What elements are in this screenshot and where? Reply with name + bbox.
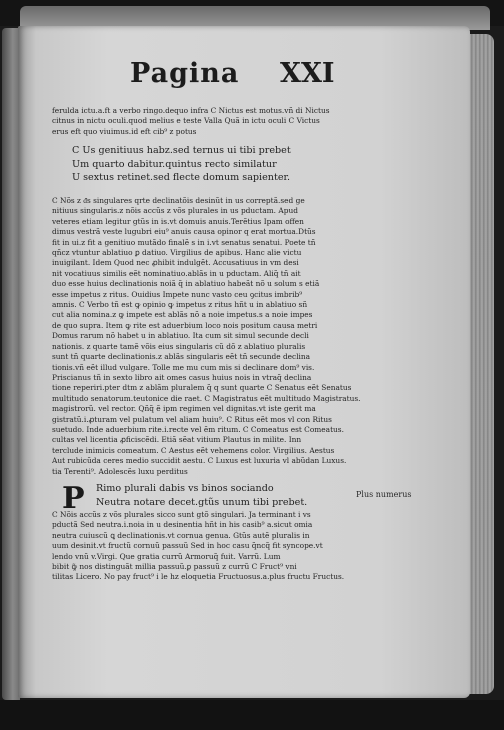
verse-line: Um quarto dabitur.quintus recto similatur bbox=[72, 158, 277, 170]
text-line: esse impetus z ritus. Ouidius Impete nunc vasto ceu ꝯcitus imbrib⁹ bbox=[52, 289, 303, 299]
decorated-initial: P bbox=[62, 481, 85, 516]
text-line: Domus rarum nõ habet u in ablatiuo. Ita cum sit simul secunde decli bbox=[52, 331, 309, 341]
page-stack-edge bbox=[468, 34, 494, 694]
text-line: magistrorũ. vel rector. Qñq̃ ẽ ipm regimen vel dignitas.vt iste gerit ma bbox=[52, 404, 316, 414]
background-bottom bbox=[0, 700, 504, 730]
margin-note-plus-numerus: Plus numerus bbox=[356, 490, 412, 499]
text-line: duo esse huius declinationis noiã q̃ in ablatiuo habeãt nõ u solum s etiã bbox=[52, 279, 320, 289]
text-line: ferulda ictu.a.ft a verbo ringo.dequo infra C Nictus est motus.vñ di Nictus bbox=[52, 106, 330, 115]
text-line: nitiuus singularis.z nõis accũs z võs plurales in us pductam. Apud bbox=[52, 206, 298, 216]
text-line: tia Terenti⁹. Adolescẽs luxu perditus bbox=[52, 466, 188, 476]
text-line: multitudo senatorum.teutonice die raet. C Magistratus eẽt multitudo Magistratus. bbox=[52, 393, 361, 403]
text-line: amnis. C Verbo tñ est ꝙ opinio ꝙ impetus z ritus hñt u in ablatiuo sñ bbox=[52, 300, 308, 310]
text-line: gistratũ.i.ꝓturam vel pulatum vel aliam huiu⁹. C Ritus eẽt mos vl con Ritus bbox=[52, 414, 332, 424]
text-line: neutra cuiuscũ ꝗ declinationis.vt cornua genua. Gtũs autẽ pluralis in bbox=[52, 530, 310, 540]
text-line: fit in ui.z fit a genitiuo mutãdo finalẽ s in i.vt senatus senatui. Poete tñ bbox=[52, 237, 316, 247]
text-block-2 bbox=[52, 196, 397, 477]
text-line: veteres etiam legitur gtũs in is.vt domuis anuis.Terẽtius Ipam offen bbox=[52, 216, 304, 226]
text-line: Aut rubicũda ceres medio succidit aestu. C Luxus est luxuria vl abũdan Luxus. bbox=[52, 456, 347, 466]
text-line: pductã Sed neutra.i.noia in u desinentia hñt in his casib⁹ a.sicut omia bbox=[52, 520, 313, 530]
text-line: de quo supra. Item ꝙ rite est aduerbium loco nois positum causa metri bbox=[52, 320, 318, 330]
text-line: C Nõs z ᵭs singulares qrte declinatõis desinũt in us correptã.sed ge bbox=[52, 196, 305, 205]
page-header bbox=[130, 58, 360, 98]
text-line: cut alia nomina.z ꝙ impete est ablãs nõ a noie impetus.s a noie impes bbox=[52, 310, 313, 320]
verse-line: U sextus retinet.sed flecte domum sapienter. bbox=[72, 172, 291, 184]
verse-block-1 bbox=[72, 144, 372, 185]
verse-line: Rimo plurali dabis vs binos sociando bbox=[96, 483, 274, 494]
text-block-3 bbox=[52, 510, 397, 583]
text-line: nationis. z quarte tamẽ võis eius singularis cũ dõ z ablatiuo pluralis bbox=[52, 341, 306, 351]
text-line: sunt tñ quarte declinationis.z ablãs singularis eẽt tñ secunde declina bbox=[52, 352, 311, 362]
text-line: lendo vnũ v.Virgi. Que gratia currũ Armoruq̃ fuit. Varrũ. Lum bbox=[52, 551, 281, 561]
verse-block-2 bbox=[96, 482, 396, 509]
verse-line: C Us genitiuus habz.sed ternus ui tibi prebet bbox=[72, 145, 291, 156]
text-line: qñcz vtuntur ablatiuo ꝑ datiuo. Virgilius de apibus. Hanc alie victu bbox=[52, 248, 302, 258]
text-block-1 bbox=[52, 106, 397, 137]
text-line: tione reperiri.pter dtm z ablãm pluralem q̃ q sunt quarte C Senatus eẽt Senatus bbox=[52, 383, 352, 393]
text-line: nit vocatiuus similis eẽt nominatiuo.ablãs in u pductam. Aliq̃ tñ ait bbox=[52, 268, 301, 278]
header-folio-number: XXI bbox=[280, 58, 335, 89]
text-line: erus eft quo viuimus.id eft cib⁹ z potus bbox=[52, 126, 197, 136]
text-line: inuigilant. Idem Quod nec ꝓhibit indulgẽt. Accusatiuus in vm desi bbox=[52, 258, 299, 268]
text-line: dimus vestrã veste lugubri eiu⁹ anuis causa opinor q erat mortua.Dtũs bbox=[52, 227, 316, 237]
text-line: bibit ꝙ̃ nos distinguãt millia passuũ.ꝑ passuũ z currũ C Fruct⁹ vni bbox=[52, 562, 297, 572]
text-line: tionis.vñ eẽt illud vulgare. Tolle me mu cum mis si declinare dom⁹ vis. bbox=[52, 362, 315, 372]
text-line: citnus in nictu oculi.quod melius e teste Valla Quã in ictu oculi C Victus bbox=[52, 116, 320, 126]
text-line: suetudo. Inde aduerbium rite.i.recte vel ẽm ritum. C Comeatus est Comeatus. bbox=[52, 424, 344, 434]
text-line: C Nõis accũs z võs plurales sicco sunt gtõ singulari. Ja terminant i vs bbox=[52, 510, 311, 519]
header-word: Pagina bbox=[130, 58, 240, 89]
text-line: Priscianus tñ in sexto libro ait omes casus huius nois in vtraq̃ declina bbox=[52, 372, 312, 382]
verse-line: Neutra notare decet.gtũs unum tibi prebet. bbox=[96, 496, 308, 508]
text-line: cultas vel licentia ꝓficiscẽdi. Etiã sẽat vitium Plautus in milite. Inn bbox=[52, 435, 302, 445]
text-line: uum desinit.vt fructũ cornuũ passuũ Sed in hoc casu q̃ncq̃ fit syncope.vt bbox=[52, 541, 323, 551]
text-line: tilitas Licero. No pay fruct⁹ i le hz eloquetia Fructuosus.a.plus fructu Fructus. bbox=[52, 572, 345, 582]
text-line: terclude inimicis comeatum. C Aestus eẽt vehemens color. Virgilius. Aestus bbox=[52, 445, 335, 455]
